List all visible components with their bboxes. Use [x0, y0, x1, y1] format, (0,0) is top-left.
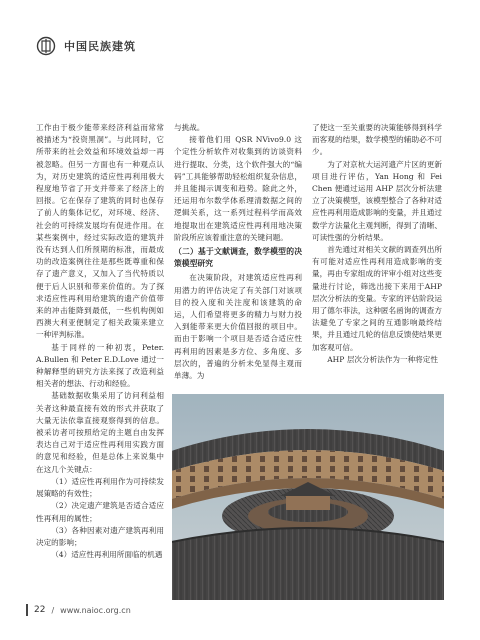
paragraph: AHP 层次分析法作为一种将定性: [327, 354, 438, 364]
list-item: （2）决定遗产建筑是否适合适应性再利用的属性；: [36, 501, 164, 523]
journal-title: 中国民族建筑: [64, 40, 136, 53]
paragraph: 首先通过对相关文献的调查列出所有可能对适应性再利用造成影响的变量，再由专家组成的评审小组对这些变量进行讨论，筛选出接下来用于AHP 层次分析法的变量。专家的评估阶段运用了德尔菲法，这种匿名函询的调查方法避免了专家之间的互通影响最终结果，并且通过几轮的信息反馈使结果更加客观可信。: [312, 245, 442, 352]
article-column-1: [36, 122, 164, 561]
tulou-photo: [172, 394, 444, 600]
page-footer: [26, 604, 131, 616]
list-item: （3）各种因素对遗产建筑再利用决定的影响；: [36, 525, 164, 547]
separator: /: [51, 605, 55, 615]
footer-divider: [26, 604, 28, 616]
list-item: （4）适应性再利用所面临的机遇: [51, 550, 163, 560]
paragraph: 与挑战。: [174, 123, 205, 132]
section-heading: （二）基于文献调查，数学模型的决策模型研究: [174, 247, 302, 269]
article-column-3: [312, 122, 442, 366]
paragraph: 接着他们用 QSR NVivo9.0 这个定性分析软件对收集到的访谈资料进行提取、分类，这个软件强大的“编码”工具能够帮助轻松组织复杂信息，并且能揭示调变和趋势。除此之外，还运用布尔数学体系理清数据之间的逻辑关系，这一系列过程科学而高效地提取出在建筑适应性再利用地决策阶段所应该着重注意的关键问题。: [174, 135, 302, 242]
footer-url: www.naioc.org.cn: [60, 605, 131, 615]
article-column-2: [174, 122, 302, 382]
paragraph: 工作由于极少能带来经济利益而常常被描述为“投资黑洞”。与此同时，它所带来的社会效益和环境效益却一再被忽略。但另一方面也有一种观点认为，对历史建筑的适应性再利用极大程度地节省了开支并带来了经济上的回报。它在保存了建筑的同时也保存了前人的集体记忆，对环境、经济、社会的可持续发展均有促进作用。在某些案例中，经过实际改造的建筑并没有达到人们所预期的标准，而最成功的改造案例往往是那些既尊重和保存了遗产意义，又加入了当代特质以便于后人识别和带来价值的。为了探求适应性再利用给建筑的遗产价值带来的冲击能降到最低，一些机构例如西澳大利亚便制定了相关政策来建立一种评判标准。: [36, 123, 164, 340]
journal-header: [36, 36, 136, 56]
paragraph: 在决策阶段，对建筑适应性再利用潜力的评估决定了有关部门对该项目的投入度和关注度和该建筑的命运，人们希望将更多的精力与财力投入到能带来更大价值回报的项目中。而由于影响一个项目是否适合适应性再利用的因素是多方位、多角度、多层次的，普遍的分析未免显得主观而单薄。为: [174, 273, 302, 381]
paragraph: 基于同样的一种初衷，Peter. A.Bullen 和 Peter E.D.Love 通过一种解释型的研究方法来探了改造利益相关者的想法、行动和经验。: [36, 342, 164, 389]
paragraph: 了使这一至关重要的决策能够得到科学而客观的结果，数学模型的辅助必不可少。: [312, 123, 442, 157]
list-item: （1）适应性再利用作为可持续发展策略的有效性；: [36, 476, 164, 499]
paragraph: 基础数据收集采用了访问利益相关者这种最直接有效的形式并获取了大量无法依靠直接观察得到的信息。被采访者可按照给定的主题自由发挥表达自己对于适应性再利用实践方面的意见和经验，但是总体上来说集中在这几个关键点：: [36, 391, 164, 474]
page-number: 22: [34, 605, 46, 615]
paragraph: 为了对京杭大运河遗产片区的更新项目进行评估，Yan Hong 和 Fei Chen 便通过运用 AHP 层次分析法建立了决策模型，该模型整合了各种对适应性再利用造成影响的变量，并且通过数学方法量化主观判断，得到了清晰、可读性强的分析结果。: [312, 159, 442, 242]
journal-logo-icon: [36, 36, 56, 56]
